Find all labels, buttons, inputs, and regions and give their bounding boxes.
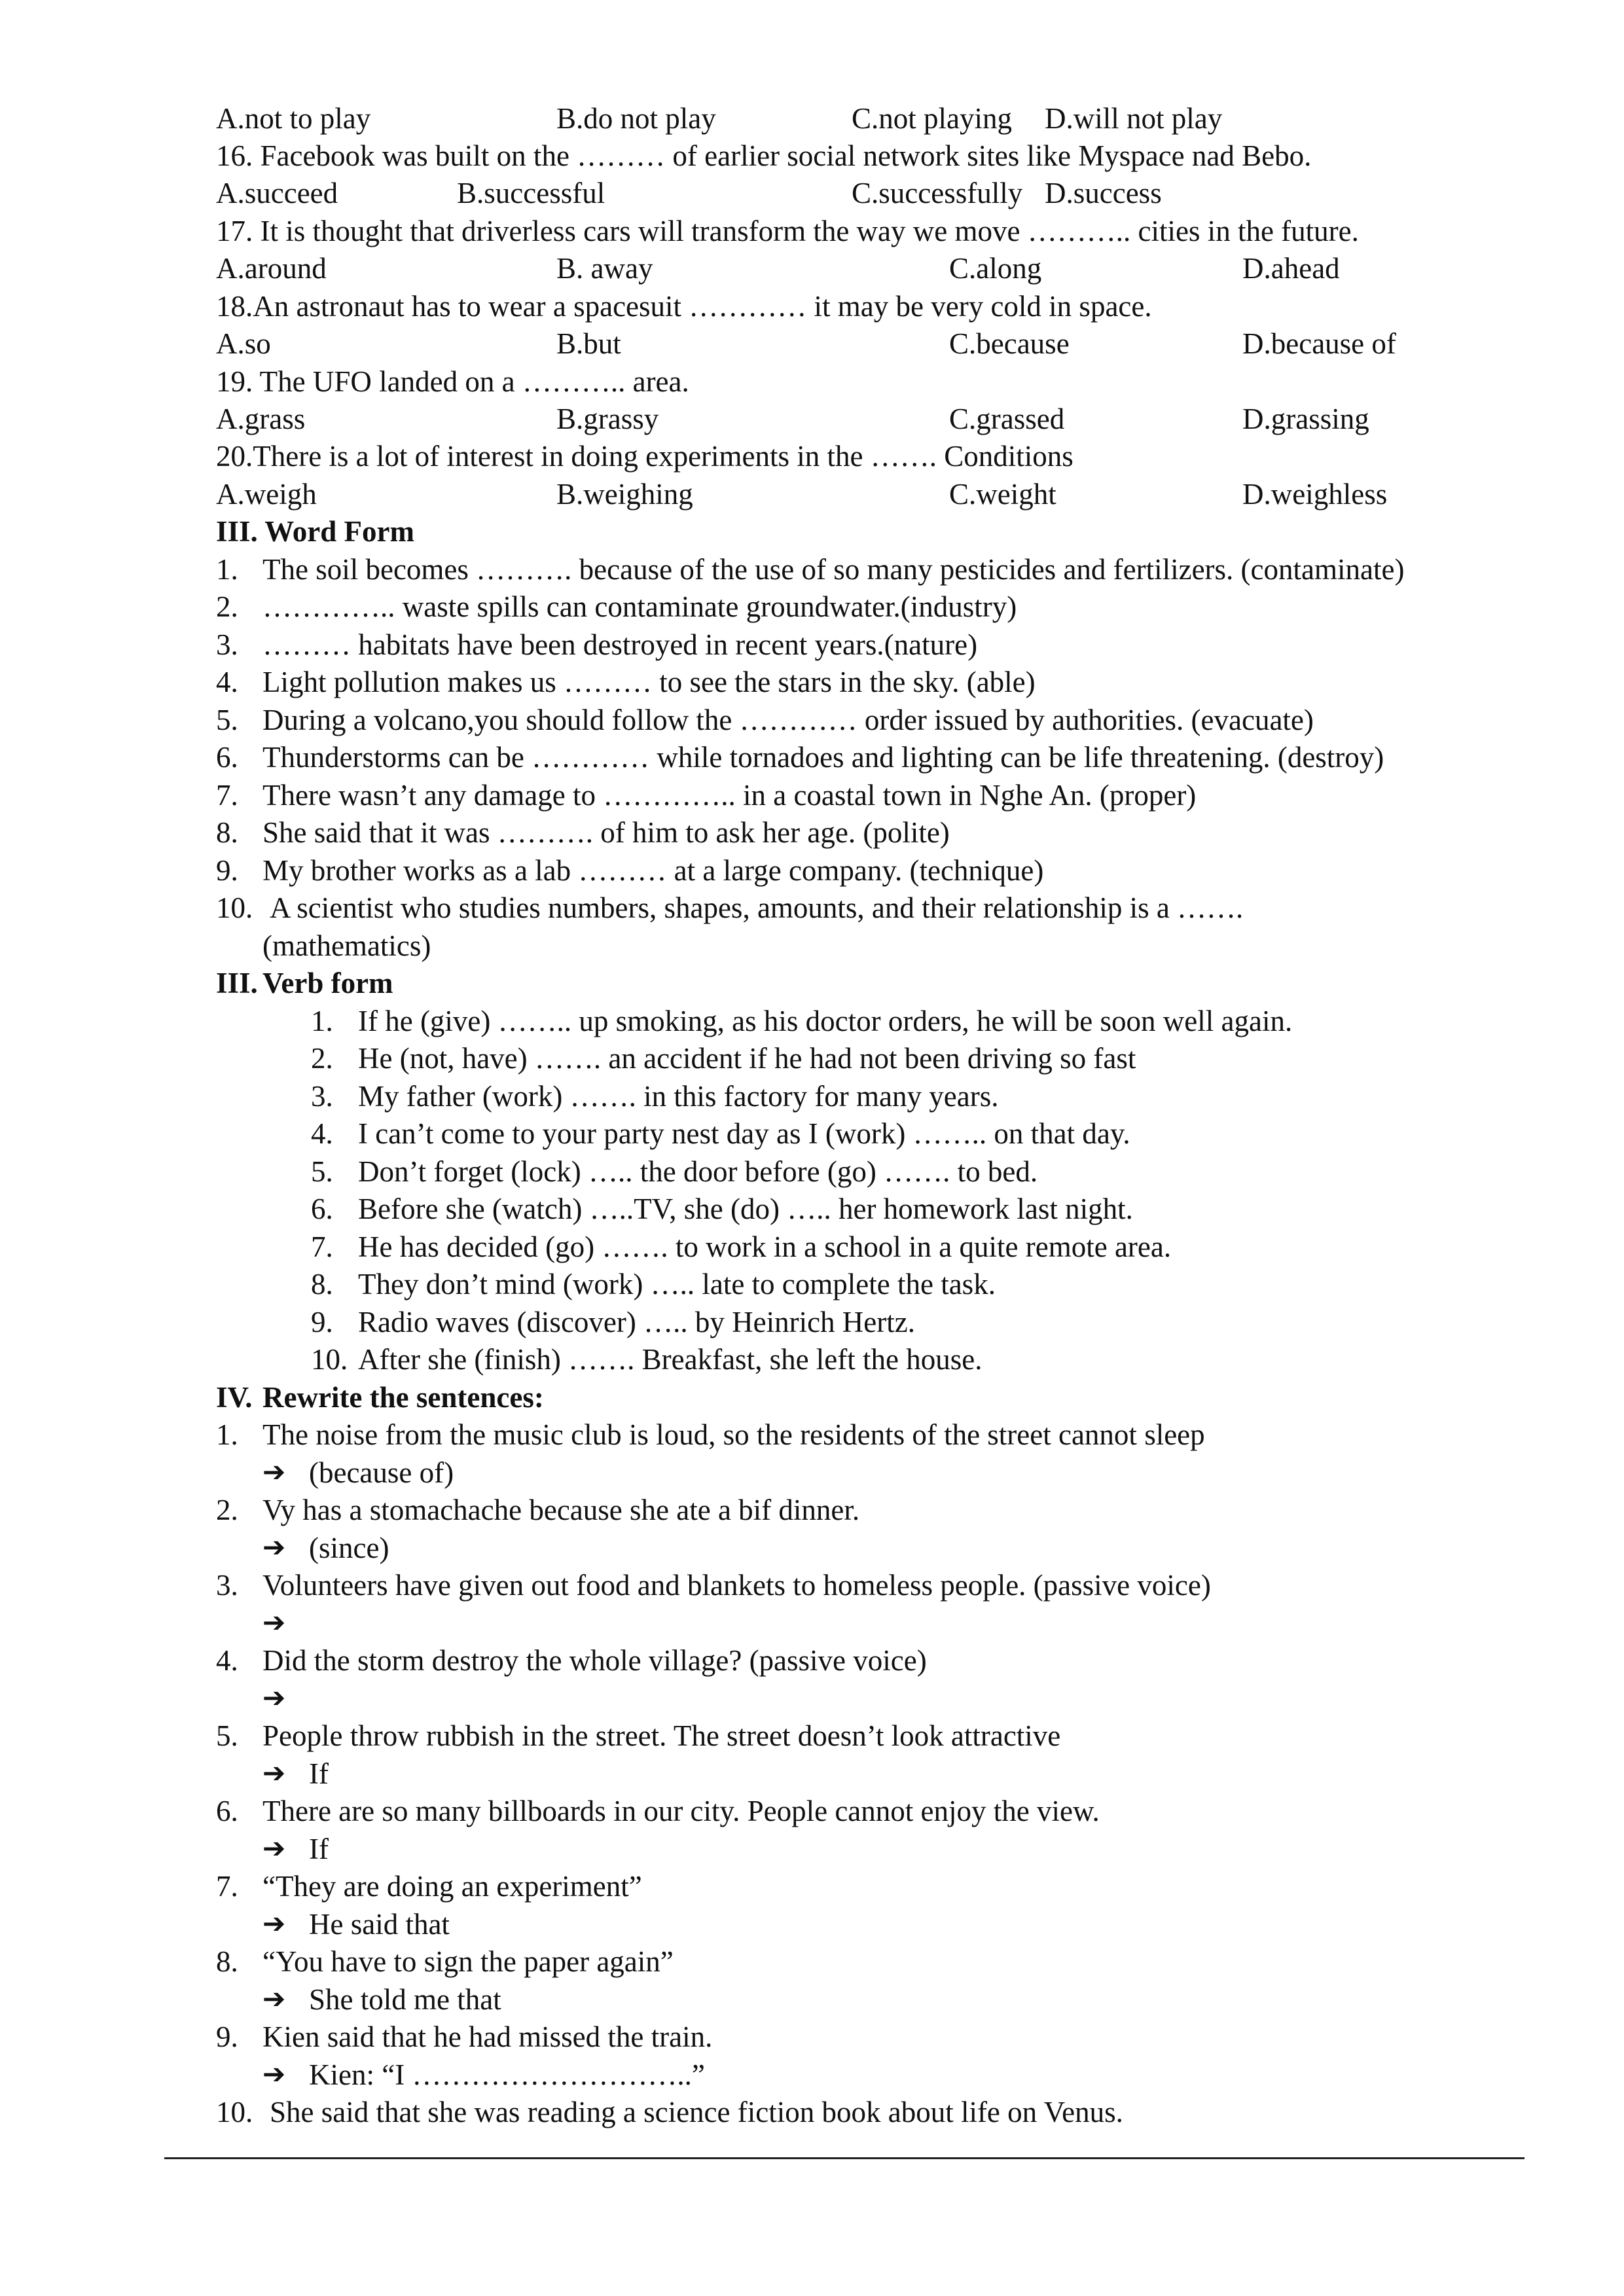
arrow-icon: ➔ xyxy=(262,1832,286,1864)
q18-option-b: B.but xyxy=(556,327,621,360)
rewrite-cue: (since) xyxy=(309,1532,389,1564)
q19-option-d: D.grassing xyxy=(1242,403,1369,435)
q17-option-d: D.ahead xyxy=(1242,252,1340,285)
q18-option-c: C.because xyxy=(949,327,1070,360)
rewrite-cue: He said that xyxy=(309,1908,450,1941)
arrow-icon: ➔ xyxy=(262,1531,286,1563)
q16-option-b: B.successful xyxy=(457,177,605,209)
rewrite-cue: (because of) xyxy=(309,1456,454,1489)
footer-divider xyxy=(164,2157,1525,2159)
rewrite-cue: If xyxy=(309,1757,329,1790)
q15-option-a: A.not to play xyxy=(216,102,371,135)
q17-option-a: A.around xyxy=(216,252,327,285)
q18-option-d: D.because of xyxy=(1242,327,1396,360)
q20-option-a: A.weigh xyxy=(216,478,317,511)
q16-option-d: D.success xyxy=(1045,177,1162,209)
q19-option-a: A.grass xyxy=(216,403,306,435)
arrow-icon: ➔ xyxy=(262,1606,286,1638)
q17-option-c: C.along xyxy=(949,252,1042,285)
q15-option-b: B.do not play xyxy=(556,102,716,135)
rewrite-cue: Kien: “I ………………………..” xyxy=(309,2058,705,2091)
q20-option-c: C.weight xyxy=(949,478,1056,511)
arrow-icon: ➔ xyxy=(262,1456,286,1488)
arrow-icon: ➔ xyxy=(262,2058,286,2090)
q19-option-c: C.grassed xyxy=(949,403,1065,435)
q19-option-b: B.grassy xyxy=(556,403,659,435)
q20-option-d: D.weighless xyxy=(1242,478,1388,511)
q17-option-b: B. away xyxy=(556,252,653,285)
arrow-icon: ➔ xyxy=(262,1907,286,1939)
q15-option-d: D.will not play xyxy=(1045,102,1223,135)
q15-option-c: C.not playing xyxy=(852,102,1012,135)
rewrite-cue: She told me that xyxy=(309,1983,501,2016)
q16-option-c: C.successfully xyxy=(852,177,1023,209)
q16-option-a: A.succeed xyxy=(216,177,338,209)
arrow-icon: ➔ xyxy=(262,1757,286,1789)
worksheet-page: A.not to play B.do not play C.not playing D.will not play 16. Facebook was built on the ……… of earlier social network sites like Myspace nad Bebo. A.succeed B.successful C.successfully D.success 17. It is thought that driverless cars will transform the way we move ……….. cities in the future. A.around B. away C.along D.ahead 18.An astronaut has to wear a spacesuit ………… it may be very cold in space. A.so B.but C.because D.because of 19. The UFO landed on a ……….. area. A.grass B.grassy C.grassed D.grassing 20.There is a lot of interest in doing experiments in the ……. Conditions A.weigh B.weighing C.weight D.weighless III. Word Form 1. The soil becomes ………. because of the use of so many pesticides and fertilizers. (contaminate) 2. ………….. waste spills can contaminate groundwater.(industry) 3. ……… habitats have been destroyed in recent years.(nature) 4. Light pollution makes us ……… to see the stars in the sky. (able) 5. During a volcano,you should follow the ………… order issued by authorities. (evacuate) 6. Thunderstorms can be ………… while tornadoes and lighting can be life threatening. (destroy) 7. There wasn’t any damage to ………….. in a coastal town in Nghe An. (proper) 8. She said that it was ………. of him to ask her age. (polite) 9. My brother works as a lab ……… at a large company. (technique) 10. A scientist who studies numbers, shapes, amounts, and their relationship is a ……. (mathematics) III. Verb form 1. If he (give) …….. up smoking, as his doctor orders, he will be soon well again. 2. He (not, have) ……. an accident if he had not been driving so fast 3. My father (work) ……. in this factory for many years. 4. I can’t come to your party nest day as I (work) …….. on that day. 5. Don’t forget (lock) ….. the door before (go) ……. to bed. 6. Before she (watch) …..TV, she (do) ….. her homework last night. 7. He has decided (go) ……. to work in a school in a quite remote area. 8. They don’t mind (work) ….. late to complete the task. 9. Radio waves (discover) ….. by Heinrich Hertz. 10. After she (finish) ……. Breakfast, she left the house. IV. Rewrite the sentences: 1. The noise from the music club is loud, so the residents of the street cannot sleep ➔ (because of) 2. Vy has a stomachache because she ate a bif dinner. ➔ (since) 3. Volunteers have given out food and blankets to homeless people. (passive voice) ➔ 4. Did the storm destroy the whole village? (passive voice) ➔ 5. People throw rubbish in the street. The street doesn’t look attractive ➔ If 6. There are so many billboards in our city. People cannot enjoy the view. ➔ If 7. “They are doing an experiment” ➔ He said that 8. “You have to sign the paper again” ➔ She told me that 9. Kien said that he had missed the train. ➔ Kien: “I ………………………..” 10. She said that she was reading a science fiction book about life on Venus. xyxy=(0,0,1624,2296)
arrow-icon: ➔ xyxy=(262,1982,286,2015)
q20-option-b: B.weighing xyxy=(556,478,693,511)
rewrite-cue: If xyxy=(309,1833,329,1865)
q18-option-a: A.so xyxy=(216,327,271,360)
arrow-icon: ➔ xyxy=(262,1681,286,1713)
